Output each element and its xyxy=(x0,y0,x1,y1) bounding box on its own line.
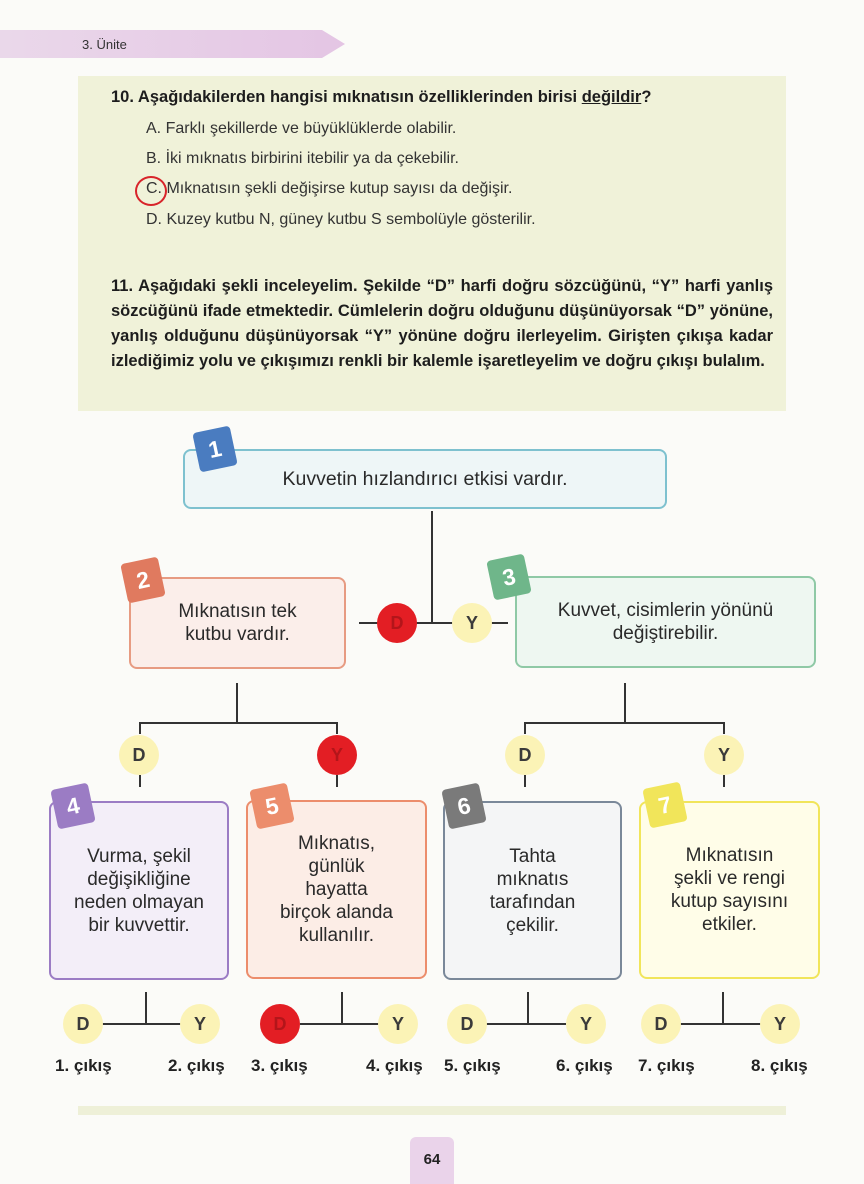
connector-line xyxy=(139,775,141,787)
q10-option-a[interactable]: A. Farklı şekillerde ve büyüklüklerde olabilir. xyxy=(146,120,457,137)
statement-6-line: tarafından xyxy=(489,891,576,913)
connector-line xyxy=(145,992,147,1024)
connector-line xyxy=(624,683,626,723)
box-5-badge: 5 xyxy=(249,782,294,829)
connector-line xyxy=(486,1023,566,1025)
statement-2-line: kutbu vardır. xyxy=(185,624,290,645)
box-7-badge: 7 xyxy=(642,781,687,828)
connector-line xyxy=(341,992,343,1024)
d-circle[interactable]: D xyxy=(447,1004,487,1044)
box-3-badge: 3 xyxy=(486,553,531,600)
statement-5-line: kullanılır. xyxy=(299,925,374,946)
exit-label: 7. çıkış xyxy=(638,1056,695,1075)
exit-label: 1. çıkış xyxy=(55,1056,112,1075)
page-number: 64 xyxy=(410,1137,454,1184)
y-circle[interactable]: Y xyxy=(566,1004,606,1044)
connector-line xyxy=(336,722,338,734)
connector-line xyxy=(236,683,238,723)
unit-label: 3. Ünite xyxy=(82,37,127,52)
y-circle-selected[interactable]: Y xyxy=(317,735,357,775)
connector-line xyxy=(524,722,724,724)
statement-box-1 xyxy=(183,449,667,509)
box-1-badge: 1 xyxy=(192,425,237,472)
connector-line xyxy=(139,722,337,724)
exit-label: 8. çıkış xyxy=(751,1056,808,1075)
d-circle[interactable]: D xyxy=(641,1004,681,1044)
connector-line xyxy=(524,722,526,734)
connector-line xyxy=(101,1023,181,1025)
connector-line xyxy=(139,722,141,734)
q11-stem xyxy=(111,274,773,374)
connector-line xyxy=(680,1023,762,1025)
q10-option-d[interactable]: D. Kuzey kutbu N, güney kutbu S sembolüyle gösterilir. xyxy=(146,211,536,228)
q10-option-b[interactable]: B. İki mıknatıs birbirini itebilir ya da çekebilir. xyxy=(146,150,459,167)
answer-circle-mark xyxy=(135,176,167,206)
statement-7-line: şekli ve rengi xyxy=(674,868,785,889)
d-circle[interactable]: D xyxy=(505,735,545,775)
statement-2-line: Mıknatısın tek xyxy=(178,601,297,622)
d-circle[interactable]: D xyxy=(119,735,159,775)
connector-line xyxy=(336,775,338,787)
q11-text: Aşağıdaki şekli inceleyelim. Şekilde “D” harfi doğru sözcüğünü, “Y” harfi yanlış sözcüğünü ifade etmektedir. Cümlelerin doğru olduğunu düşünüyorsak “D” yönüne, yanlış olduğunu düşünüyorsak “Y” yönüne doğru ilerleyelim. Girişten çıkışa kadar izlediğimiz yolu ve çıkışımızı renkli bir kalemle işaretleyelim ve doğru çıkışı bulalım. xyxy=(111,277,773,370)
exit-label: 5. çıkış xyxy=(444,1056,501,1075)
statement-7-line: etkiler. xyxy=(702,914,757,935)
statement-5-line: hayatta xyxy=(305,879,368,900)
statement-6-line: mıknatıs xyxy=(496,868,569,890)
statement-6-line: Tahta xyxy=(509,845,556,867)
q10-option-c[interactable]: C. Mıknatısın şekli değişirse kutup sayısı da değişir. xyxy=(146,180,513,197)
connector-line xyxy=(722,992,724,1024)
unit-ribbon xyxy=(0,30,345,58)
bottom-band xyxy=(78,1106,786,1115)
exit-label: 2. çıkış xyxy=(168,1056,225,1075)
statement-5-line: günlük xyxy=(308,856,365,877)
y-circle[interactable]: Y xyxy=(760,1004,800,1044)
y-circle[interactable]: Y xyxy=(378,1004,418,1044)
connector-line xyxy=(431,511,433,623)
d-circle-selected[interactable]: D xyxy=(377,603,417,643)
statement-box-6 xyxy=(443,801,622,980)
box-4-badge: 4 xyxy=(50,782,95,829)
q10-stem xyxy=(111,88,651,107)
q10-stem-end: ? xyxy=(641,88,652,106)
statement-5-line: birçok alanda xyxy=(279,902,394,923)
connector-line xyxy=(524,775,526,787)
exit-label: 4. çıkış xyxy=(366,1056,423,1075)
exit-label: 3. çıkış xyxy=(251,1056,308,1075)
statement-1-text: Kuvvetin hızlandırıcı etkisi vardır. xyxy=(282,467,568,490)
y-circle[interactable]: Y xyxy=(452,603,492,643)
statement-4-line: neden olmayan xyxy=(74,891,204,913)
d-circle-selected[interactable]: D xyxy=(260,1004,300,1044)
statement-4-line: Vurma, şekil xyxy=(87,845,191,867)
statement-4-line: bir kuvvettir. xyxy=(88,914,190,936)
q10-number: 10. xyxy=(111,88,134,106)
statement-box-4 xyxy=(49,801,229,980)
connector-line xyxy=(723,722,725,734)
q11-number: 11. xyxy=(111,277,134,295)
exit-label: 6. çıkış xyxy=(556,1056,613,1075)
statement-7-line: Mıknatısın xyxy=(685,845,774,866)
q10-stem-text: Aşağıdakilerden hangisi mıknatısın özelliklerinden birisi xyxy=(137,88,582,106)
statement-7-line: kutup sayısını xyxy=(670,891,789,912)
y-circle[interactable]: Y xyxy=(180,1004,220,1044)
statement-3-line: değiştirebilir. xyxy=(612,623,719,644)
statement-6-line: çekilir. xyxy=(506,914,559,936)
statement-4-line: değişikliğine xyxy=(87,868,191,890)
statement-box-3 xyxy=(515,576,816,668)
statement-box-5 xyxy=(246,800,427,979)
statement-3-line: Kuvvet, cisimlerin yönünü xyxy=(557,600,774,621)
y-circle[interactable]: Y xyxy=(704,735,744,775)
d-circle[interactable]: D xyxy=(63,1004,103,1044)
connector-line xyxy=(723,775,725,787)
box-6-badge: 6 xyxy=(441,782,486,829)
box-2-badge: 2 xyxy=(120,556,165,603)
statement-5-line: Mıknatıs, xyxy=(297,833,376,854)
statement-box-7 xyxy=(639,801,820,979)
connector-line xyxy=(300,1023,380,1025)
connector-line xyxy=(527,992,529,1024)
q10-stem-underlined: değildir xyxy=(581,88,642,106)
